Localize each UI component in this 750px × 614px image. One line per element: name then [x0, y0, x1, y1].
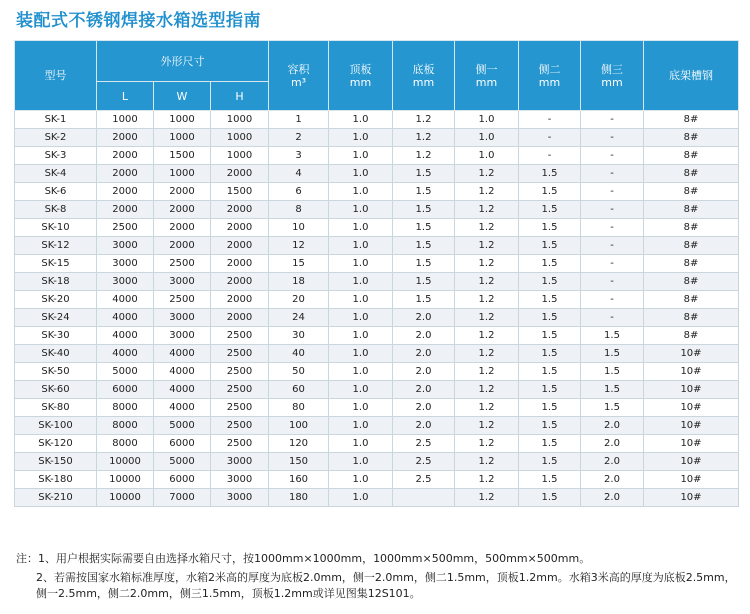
model-cell: SK-4: [15, 165, 97, 183]
bottom-plate-cell: [393, 489, 455, 507]
header-length: L: [97, 82, 154, 111]
header-top-unit: mm: [349, 75, 372, 89]
length-cell: 10000: [97, 453, 154, 471]
width-cell: 6000: [154, 435, 211, 453]
side-two-cell: 1.5: [519, 165, 581, 183]
width-cell: 5000: [154, 417, 211, 435]
header-side1-label: 侧一: [475, 62, 498, 76]
side-two-cell: 1.5: [519, 201, 581, 219]
width-cell: 4000: [154, 381, 211, 399]
side-one-cell: 1.0: [455, 129, 519, 147]
header-side-one: [455, 41, 519, 111]
frame-cell: 8#: [644, 183, 739, 201]
table-row: [15, 309, 739, 327]
bottom-plate-cell: 1.5: [393, 165, 455, 183]
table-row: [15, 489, 739, 507]
volume-cell: 80: [269, 399, 329, 417]
volume-cell: 180: [269, 489, 329, 507]
volume-cell: 18: [269, 273, 329, 291]
top-plate-cell: 1.0: [329, 471, 393, 489]
model-cell: SK-50: [15, 363, 97, 381]
volume-cell: 50: [269, 363, 329, 381]
model-cell: SK-2: [15, 129, 97, 147]
top-plate-cell: 1.0: [329, 201, 393, 219]
side-three-cell: 1.5: [581, 327, 644, 345]
header-dimensions: 外形尺寸: [97, 41, 269, 82]
length-cell: 4000: [97, 309, 154, 327]
volume-cell: 100: [269, 417, 329, 435]
side-three-cell: 2.0: [581, 417, 644, 435]
model-cell: SK-10: [15, 219, 97, 237]
width-cell: 3000: [154, 309, 211, 327]
width-cell: 2500: [154, 291, 211, 309]
side-three-cell: -: [581, 273, 644, 291]
volume-cell: 20: [269, 291, 329, 309]
length-cell: 3000: [97, 273, 154, 291]
header-height: H: [211, 82, 269, 111]
bottom-plate-cell: 2.0: [393, 399, 455, 417]
table-row: [15, 255, 739, 273]
width-cell: 2000: [154, 237, 211, 255]
frame-cell: 8#: [644, 147, 739, 165]
top-plate-cell: 1.0: [329, 183, 393, 201]
side-three-cell: -: [581, 183, 644, 201]
height-cell: 1500: [211, 183, 269, 201]
side-two-cell: 1.5: [519, 237, 581, 255]
side-one-cell: 1.2: [455, 219, 519, 237]
width-cell: 4000: [154, 363, 211, 381]
side-one-cell: 1.2: [455, 345, 519, 363]
side-one-cell: 1.0: [455, 111, 519, 129]
frame-cell: 8#: [644, 309, 739, 327]
width-cell: 5000: [154, 453, 211, 471]
model-cell: SK-18: [15, 273, 97, 291]
volume-cell: 2: [269, 129, 329, 147]
frame-cell: 10#: [644, 489, 739, 507]
volume-cell: 6: [269, 183, 329, 201]
side-two-cell: -: [519, 129, 581, 147]
length-cell: 2000: [97, 129, 154, 147]
frame-cell: 8#: [644, 291, 739, 309]
bottom-plate-cell: 1.5: [393, 273, 455, 291]
top-plate-cell: 1.0: [329, 237, 393, 255]
height-cell: 3000: [211, 489, 269, 507]
height-cell: 2000: [211, 309, 269, 327]
side-two-cell: -: [519, 111, 581, 129]
width-cell: 3000: [154, 327, 211, 345]
width-cell: 2000: [154, 183, 211, 201]
bottom-plate-cell: 2.0: [393, 345, 455, 363]
side-two-cell: 1.5: [519, 363, 581, 381]
width-cell: 2000: [154, 201, 211, 219]
length-cell: 4000: [97, 327, 154, 345]
length-cell: 8000: [97, 399, 154, 417]
frame-cell: 8#: [644, 255, 739, 273]
header-side2-label: 侧二: [538, 62, 561, 76]
height-cell: 2500: [211, 381, 269, 399]
side-one-cell: 1.2: [455, 183, 519, 201]
frame-cell: 10#: [644, 345, 739, 363]
side-three-cell: -: [581, 147, 644, 165]
side-one-cell: 1.2: [455, 273, 519, 291]
length-cell: 2000: [97, 201, 154, 219]
height-cell: 2500: [211, 327, 269, 345]
top-plate-cell: 1.0: [329, 453, 393, 471]
height-cell: 1000: [211, 147, 269, 165]
volume-cell: 3: [269, 147, 329, 165]
frame-cell: 8#: [644, 165, 739, 183]
model-cell: SK-3: [15, 147, 97, 165]
length-cell: 4000: [97, 291, 154, 309]
table-row: [15, 273, 739, 291]
side-two-cell: 1.5: [519, 471, 581, 489]
side-two-cell: 1.5: [519, 435, 581, 453]
top-plate-cell: 1.0: [329, 219, 393, 237]
model-cell: SK-180: [15, 471, 97, 489]
bottom-plate-cell: 1.5: [393, 201, 455, 219]
header-width: W: [154, 82, 211, 111]
header-side1-unit: mm: [475, 75, 498, 89]
side-two-cell: 1.5: [519, 399, 581, 417]
bottom-plate-cell: 2.5: [393, 471, 455, 489]
top-plate-cell: 1.0: [329, 255, 393, 273]
model-cell: SK-1: [15, 111, 97, 129]
side-two-cell: 1.5: [519, 453, 581, 471]
side-two-cell: 1.5: [519, 273, 581, 291]
model-cell: SK-120: [15, 435, 97, 453]
side-one-cell: 1.2: [455, 471, 519, 489]
top-plate-cell: 1.0: [329, 111, 393, 129]
side-one-cell: 1.2: [455, 165, 519, 183]
table-row: [15, 147, 739, 165]
frame-cell: 10#: [644, 381, 739, 399]
side-three-cell: 1.5: [581, 399, 644, 417]
bottom-plate-cell: 2.0: [393, 417, 455, 435]
volume-cell: 1: [269, 111, 329, 129]
length-cell: 10000: [97, 471, 154, 489]
width-cell: 1000: [154, 165, 211, 183]
width-cell: 1500: [154, 147, 211, 165]
table-row: [15, 237, 739, 255]
side-one-cell: 1.2: [455, 255, 519, 273]
length-cell: 2500: [97, 219, 154, 237]
model-cell: SK-150: [15, 453, 97, 471]
side-three-cell: 2.0: [581, 471, 644, 489]
bottom-plate-cell: 1.5: [393, 237, 455, 255]
bottom-plate-cell: 1.5: [393, 255, 455, 273]
height-cell: 2000: [211, 219, 269, 237]
top-plate-cell: 1.0: [329, 489, 393, 507]
frame-cell: 8#: [644, 129, 739, 147]
height-cell: 2500: [211, 399, 269, 417]
spec-table: [14, 40, 739, 507]
volume-cell: 8: [269, 201, 329, 219]
side-two-cell: 1.5: [519, 327, 581, 345]
header-bottom-label: 底板: [412, 62, 435, 76]
frame-cell: 8#: [644, 201, 739, 219]
side-one-cell: 1.2: [455, 327, 519, 345]
table-row: [15, 435, 739, 453]
width-cell: 2000: [154, 219, 211, 237]
side-two-cell: 1.5: [519, 381, 581, 399]
side-two-cell: 1.5: [519, 417, 581, 435]
table-row: [15, 291, 739, 309]
top-plate-cell: 1.0: [329, 165, 393, 183]
side-one-cell: 1.2: [455, 363, 519, 381]
top-plate-cell: 1.0: [329, 273, 393, 291]
length-cell: 2000: [97, 165, 154, 183]
model-cell: SK-100: [15, 417, 97, 435]
side-two-cell: 1.5: [519, 219, 581, 237]
frame-cell: 8#: [644, 273, 739, 291]
table-row: [15, 471, 739, 489]
side-one-cell: 1.2: [455, 381, 519, 399]
height-cell: 1000: [211, 111, 269, 129]
length-cell: 5000: [97, 363, 154, 381]
header-side-three: [581, 41, 644, 111]
table-row: [15, 183, 739, 201]
height-cell: 2500: [211, 363, 269, 381]
model-cell: SK-60: [15, 381, 97, 399]
model-cell: SK-80: [15, 399, 97, 417]
header-volume-unit: m³: [290, 75, 307, 89]
height-cell: 3000: [211, 471, 269, 489]
side-one-cell: 1.2: [455, 291, 519, 309]
bottom-plate-cell: 2.0: [393, 327, 455, 345]
bottom-plate-cell: 2.5: [393, 435, 455, 453]
frame-cell: 8#: [644, 219, 739, 237]
side-two-cell: 1.5: [519, 309, 581, 327]
height-cell: 2000: [211, 291, 269, 309]
length-cell: 4000: [97, 345, 154, 363]
volume-cell: 40: [269, 345, 329, 363]
side-two-cell: -: [519, 147, 581, 165]
table-row: [15, 381, 739, 399]
height-cell: 2000: [211, 165, 269, 183]
side-two-cell: 1.5: [519, 255, 581, 273]
frame-cell: 10#: [644, 435, 739, 453]
side-three-cell: 1.5: [581, 345, 644, 363]
volume-cell: 15: [269, 255, 329, 273]
volume-cell: 4: [269, 165, 329, 183]
length-cell: 2000: [97, 183, 154, 201]
model-cell: SK-15: [15, 255, 97, 273]
top-plate-cell: 1.0: [329, 363, 393, 381]
side-three-cell: 2.0: [581, 453, 644, 471]
bottom-plate-cell: 1.2: [393, 147, 455, 165]
header-bottom-unit: mm: [412, 75, 435, 89]
header-side3-unit: mm: [601, 75, 623, 89]
side-one-cell: 1.2: [455, 399, 519, 417]
volume-cell: 10: [269, 219, 329, 237]
height-cell: 2000: [211, 201, 269, 219]
frame-cell: 8#: [644, 237, 739, 255]
model-cell: SK-20: [15, 291, 97, 309]
width-cell: 6000: [154, 471, 211, 489]
spec-table-body: [15, 111, 739, 507]
side-one-cell: 1.2: [455, 453, 519, 471]
top-plate-cell: 1.0: [329, 309, 393, 327]
top-plate-cell: 1.0: [329, 129, 393, 147]
page-title: 装配式不锈钢焊接水箱选型指南: [16, 11, 261, 31]
top-plate-cell: 1.0: [329, 417, 393, 435]
length-cell: 2000: [97, 147, 154, 165]
side-three-cell: -: [581, 219, 644, 237]
table-row: [15, 219, 739, 237]
header-model: 型号: [15, 41, 97, 111]
top-plate-cell: 1.0: [329, 291, 393, 309]
bottom-plate-cell: 2.5: [393, 453, 455, 471]
top-plate-cell: 1.0: [329, 327, 393, 345]
volume-cell: 30: [269, 327, 329, 345]
side-one-cell: 1.2: [455, 201, 519, 219]
model-cell: SK-24: [15, 309, 97, 327]
side-three-cell: 2.0: [581, 489, 644, 507]
header-frame-channel: 底架槽钢: [644, 41, 739, 111]
frame-cell: 8#: [644, 111, 739, 129]
height-cell: 1000: [211, 129, 269, 147]
volume-cell: 12: [269, 237, 329, 255]
bottom-plate-cell: 2.0: [393, 309, 455, 327]
length-cell: 8000: [97, 435, 154, 453]
header-top-plate: [329, 41, 393, 111]
width-cell: 1000: [154, 129, 211, 147]
side-one-cell: 1.0: [455, 147, 519, 165]
side-three-cell: -: [581, 165, 644, 183]
width-cell: 3000: [154, 273, 211, 291]
width-cell: 2500: [154, 255, 211, 273]
volume-cell: 160: [269, 471, 329, 489]
top-plate-cell: 1.0: [329, 345, 393, 363]
volume-cell: 120: [269, 435, 329, 453]
header-bottom-plate: [393, 41, 455, 111]
table-row: [15, 345, 739, 363]
side-two-cell: 1.5: [519, 345, 581, 363]
model-cell: SK-30: [15, 327, 97, 345]
bottom-plate-cell: 2.0: [393, 381, 455, 399]
height-cell: 2000: [211, 237, 269, 255]
note-1: 注：1、用户根据实际需要自由选择水箱尺寸，按1000mm×1000mm，1000mm×500mm，500mm×500mm。: [16, 552, 591, 565]
length-cell: 3000: [97, 255, 154, 273]
model-cell: SK-6: [15, 183, 97, 201]
model-cell: SK-8: [15, 201, 97, 219]
table-row: [15, 417, 739, 435]
side-one-cell: 1.2: [455, 435, 519, 453]
height-cell: 2500: [211, 345, 269, 363]
height-cell: 2000: [211, 273, 269, 291]
side-one-cell: 1.2: [455, 237, 519, 255]
bottom-plate-cell: 1.5: [393, 291, 455, 309]
side-three-cell: 1.5: [581, 381, 644, 399]
note-2: 2、若需按国家水箱标准厚度，水箱2米高的厚度为底板2.0mm，侧一2.0mm，侧二1.5mm，顶板1.2mm。水箱3米高的厚度为底板2.5mm，侧一2.5mm，侧二2.0mm，侧三1.5mm，顶板1.2mm或详见图集12S101。: [36, 571, 736, 600]
side-three-cell: -: [581, 291, 644, 309]
top-plate-cell: 1.0: [329, 381, 393, 399]
frame-cell: 10#: [644, 453, 739, 471]
model-cell: SK-40: [15, 345, 97, 363]
side-one-cell: 1.2: [455, 489, 519, 507]
header-volume: [269, 41, 329, 111]
side-three-cell: 1.5: [581, 363, 644, 381]
volume-cell: 150: [269, 453, 329, 471]
side-two-cell: 1.5: [519, 291, 581, 309]
side-three-cell: -: [581, 237, 644, 255]
table-row: [15, 453, 739, 471]
volume-cell: 24: [269, 309, 329, 327]
top-plate-cell: 1.0: [329, 435, 393, 453]
length-cell: 6000: [97, 381, 154, 399]
table-row: [15, 201, 739, 219]
model-cell: SK-12: [15, 237, 97, 255]
side-one-cell: 1.2: [455, 309, 519, 327]
side-three-cell: -: [581, 111, 644, 129]
length-cell: 3000: [97, 237, 154, 255]
header-side-two: [519, 41, 581, 111]
side-three-cell: -: [581, 201, 644, 219]
side-two-cell: 1.5: [519, 489, 581, 507]
top-plate-cell: 1.0: [329, 147, 393, 165]
table-row: [15, 111, 739, 129]
side-one-cell: 1.2: [455, 417, 519, 435]
header-side3-label: 侧三: [601, 62, 623, 76]
side-three-cell: -: [581, 129, 644, 147]
bottom-plate-cell: 1.5: [393, 219, 455, 237]
model-cell: SK-210: [15, 489, 97, 507]
length-cell: 1000: [97, 111, 154, 129]
frame-cell: 10#: [644, 399, 739, 417]
side-two-cell: 1.5: [519, 183, 581, 201]
volume-cell: 60: [269, 381, 329, 399]
header-side2-unit: mm: [538, 75, 561, 89]
side-three-cell: 2.0: [581, 435, 644, 453]
header-volume-label: 容积: [287, 62, 310, 76]
frame-cell: 10#: [644, 471, 739, 489]
width-cell: 1000: [154, 111, 211, 129]
length-cell: 10000: [97, 489, 154, 507]
height-cell: 2000: [211, 255, 269, 273]
width-cell: 4000: [154, 345, 211, 363]
height-cell: 2500: [211, 417, 269, 435]
table-row: [15, 327, 739, 345]
side-three-cell: -: [581, 255, 644, 273]
bottom-plate-cell: 1.2: [393, 129, 455, 147]
header-top-label: 顶板: [349, 62, 372, 76]
table-row: [15, 165, 739, 183]
top-plate-cell: 1.0: [329, 399, 393, 417]
bottom-plate-cell: 1.2: [393, 111, 455, 129]
height-cell: 2500: [211, 435, 269, 453]
frame-cell: 8#: [644, 327, 739, 345]
table-row: [15, 399, 739, 417]
frame-cell: 10#: [644, 417, 739, 435]
side-three-cell: -: [581, 309, 644, 327]
bottom-plate-cell: 2.0: [393, 363, 455, 381]
table-row: [15, 363, 739, 381]
width-cell: 4000: [154, 399, 211, 417]
table-row: [15, 129, 739, 147]
length-cell: 8000: [97, 417, 154, 435]
frame-cell: 10#: [644, 363, 739, 381]
width-cell: 7000: [154, 489, 211, 507]
bottom-plate-cell: 1.5: [393, 183, 455, 201]
height-cell: 3000: [211, 453, 269, 471]
